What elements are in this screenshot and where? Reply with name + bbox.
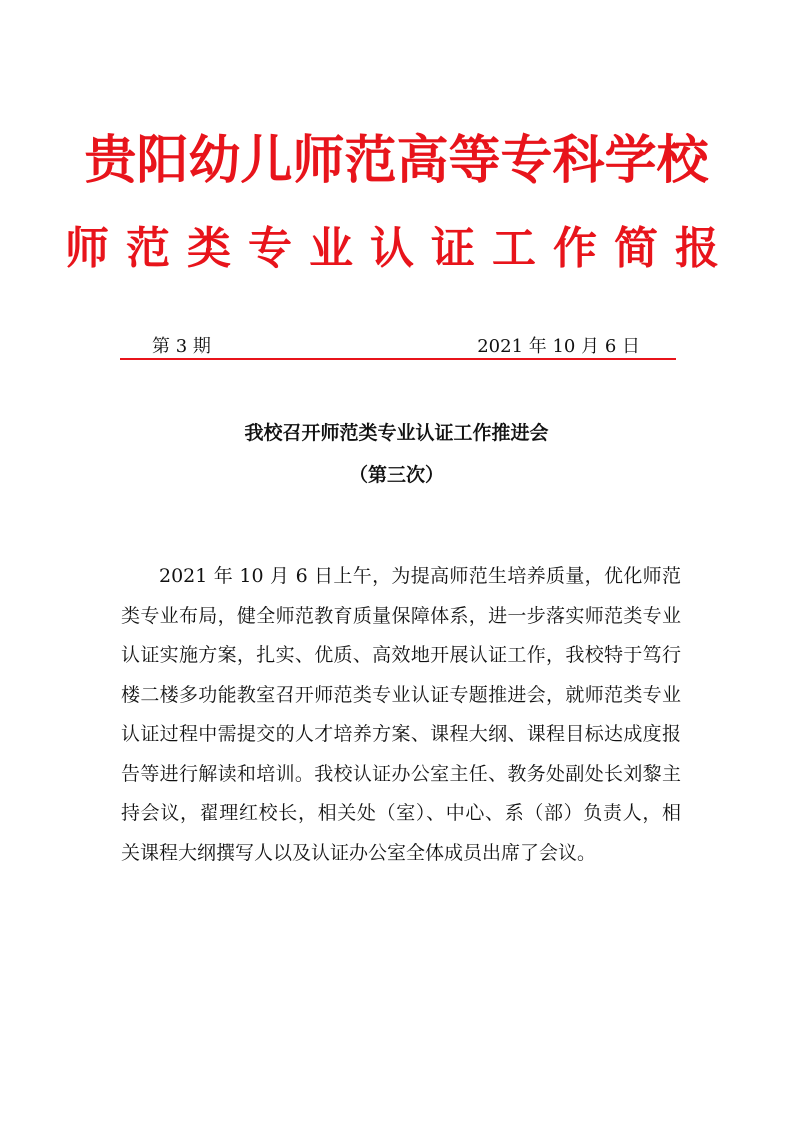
- article-title: 我校召开师范类专业认证工作推进会: [244, 422, 549, 444]
- masthead-divider: [120, 358, 676, 360]
- issue-info-row: [120, 334, 676, 360]
- issue-number: 第 3 期: [152, 336, 211, 357]
- bulletin-name-heading: 师范类专业认证工作简报: [65, 223, 736, 274]
- article-subtitle: （第三次）: [348, 464, 444, 486]
- issue-date: 2021 年 10 月 6 日: [477, 336, 640, 357]
- school-name-heading: 贵阳幼儿师范高等专科学校: [84, 130, 709, 191]
- article-body: 2021 年 10 月 6 日上午，为提高师范生培养质量，优化师范类专业布局，健全师范教育质量保障体系，进一步落实师范类专业认证实施方案，扎实、优质、高效地开展认证工作，我校特于笃行楼二楼多功能教室召开师范类专业认证专题推进会，就师范类专业认证过程中需提交的人才培养方案、课程大纲、课程目标达成度报告等进行解读和培训。我校认证办公室主任、教务处副处长刘黎主持会议，翟理红校长，相关处（室）、中心、系（部）负责人，相关课程大纲撰写人以及认证办公室全体成员出席了会议。: [121, 565, 681, 864]
